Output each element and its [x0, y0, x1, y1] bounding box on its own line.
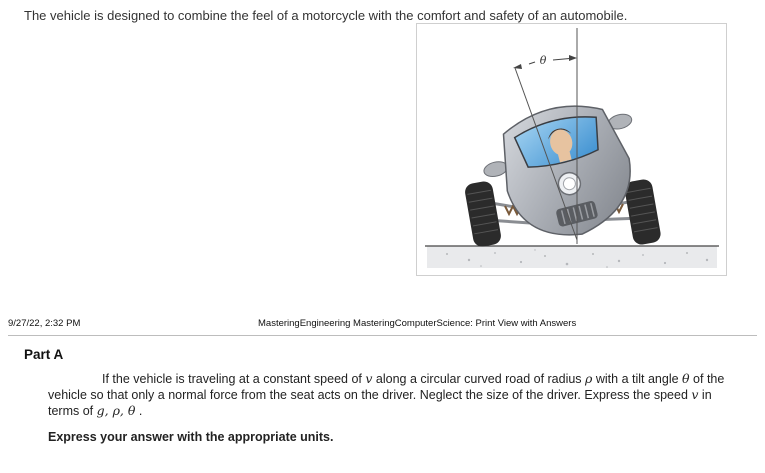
theta-label: θ: [539, 54, 547, 67]
divider: [8, 335, 757, 336]
intro-text: The vehicle is designed to combine the feel of a motorcycle with the comfort and safety of an automobile.: [24, 8, 628, 23]
variable-list: g, ρ, θ: [96, 403, 136, 418]
problem-text: with a tilt angle: [592, 372, 683, 386]
road-surface: [425, 246, 719, 268]
vehicle-figure: [416, 23, 727, 276]
print-date: 9/27/22, 2:32 PM: [8, 318, 81, 329]
print-header: [0, 318, 765, 332]
tilted-vehicle: [464, 91, 662, 254]
problem-statement: [48, 371, 738, 419]
left-wheel: [464, 180, 503, 248]
problem-text: of the vehicle so that only a normal force from the seat acts on the driver. Neglect the size of the driver. Express the speed: [48, 372, 725, 402]
variable-theta: θ: [682, 371, 690, 386]
problem-text: .: [135, 404, 143, 418]
part-title: Part A: [24, 347, 64, 362]
variable-v: v: [691, 387, 699, 402]
problem-text: If the vehicle is traveling at a constant speed of: [102, 372, 366, 386]
answer-instruction: Express your answer with the appropriate units.: [48, 430, 334, 444]
right-wheel: [623, 178, 662, 246]
variable-v: v: [365, 371, 373, 386]
problem-text: along a circular curved road of radius: [372, 372, 586, 386]
problem-text: in terms of: [48, 388, 712, 418]
print-title: MasteringEngineering MasteringComputerScience: Print View with Answers: [258, 318, 577, 329]
variable-rho: ρ: [585, 371, 593, 386]
